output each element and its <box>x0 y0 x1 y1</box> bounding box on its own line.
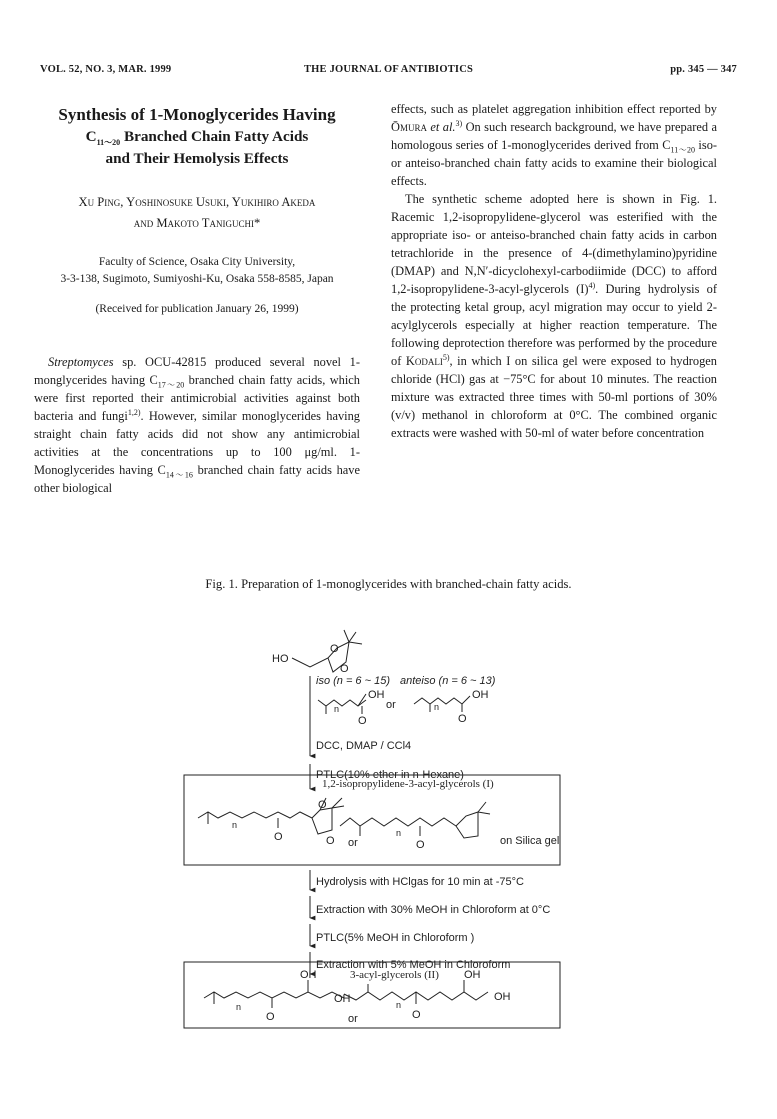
compound-I-anteiso <box>340 802 490 838</box>
received-date: (Received for publication January 26, 1999) <box>95 303 299 315</box>
genus-name: Streptomyces <box>48 355 114 369</box>
box1-n-1: n <box>232 820 238 830</box>
compound-II-iso <box>204 980 344 1008</box>
abstract-text-3: . However, similar monoglycerides having straight chain fatty acids did not show any antimicrobial activities at the concentrations up to 100 μg/ml. 1-Monoglycerides having C <box>34 409 360 477</box>
box1-o-2: O <box>274 831 283 843</box>
box2-n-2: n <box>396 1000 402 1010</box>
affiliation-line1: Faculty of Science, Osaka City University, <box>98 256 296 268</box>
left-column <box>34 104 360 497</box>
title-line2-text: Branched Chain Fatty Acids <box>120 128 309 145</box>
journal-volume: VOL. 52, NO. 3, MAR. 1999 <box>40 64 172 75</box>
box2-oh-3: OH <box>464 969 481 981</box>
box1-o-3: O <box>326 835 335 847</box>
anteiso-oh: OH <box>472 689 489 701</box>
box2-o-2: O <box>412 1009 421 1021</box>
o-label-1: O <box>330 643 339 655</box>
or-label-2: or <box>348 837 358 849</box>
right-column <box>391 100 717 442</box>
iso-acid-chain <box>318 694 366 714</box>
et-al: et al. <box>426 120 456 134</box>
journal-name: THE JOURNAL OF ANTIBIOTICS <box>303 64 474 75</box>
on-silica-label: on Silica gel <box>500 835 560 847</box>
abstract-sub-1: 17～20 <box>157 380 185 390</box>
box1-title: 1,2-isopropylidene-3-acyl-glycerols (I) <box>322 778 494 790</box>
authors-line2: and Makoto Taniguchi* <box>133 216 261 230</box>
author-kodali: Kodali <box>405 354 443 368</box>
step-hydrolysis: Hydrolysis with HClgas for 10 min at -75°C <box>316 876 524 888</box>
page-range: pp. 345 — 347 <box>670 64 737 75</box>
iso-o: O <box>358 715 367 727</box>
step-dcc-dmap: DCC, DMAP / CCl4 <box>316 740 412 752</box>
abstract-sub-2: 14～16 <box>165 470 193 480</box>
compound-II-anteiso <box>344 980 488 1004</box>
ref-3: 3) <box>455 118 463 128</box>
box2-oh-4: OH <box>494 991 511 1003</box>
anteiso-acid-chain <box>414 696 470 712</box>
box1-n-2: n <box>396 828 402 838</box>
abstract-paragraph <box>34 353 360 497</box>
box1-o-1: O <box>318 799 327 811</box>
body-paragraph-1 <box>391 100 717 190</box>
title-line1: Synthesis of 1-Monoglycerides Having <box>58 105 336 124</box>
body-paragraph-2 <box>391 190 717 442</box>
title-line2: $C_{11\sim 20}$ Branched Chain Fatty Acids <box>85 128 309 148</box>
figure-caption: Fig. 1. Preparation of 1-monoglycerides with branched-chain fatty acids. <box>205 577 572 591</box>
anteiso-o: O <box>458 713 467 725</box>
ref-5: 5) <box>442 352 450 362</box>
step-ptlc-ether: PTLC(10% ether in n-Hexane) <box>316 769 464 781</box>
body-text-2a: The synthetic scheme adopted here is shown in Fig. 1. Racemic 1,2-isopropylidene-glycerol was esterified with the appropriate iso- or anteiso-branched chain fatty acids in carbon tetrachloride in the presence of 4-(dimethylamino)pyridine (DMAP) and N,N′-dicyclohexyl-carbodiimide (DCC) to afford 1,2-isopropylidene-3-acyl-glycerols (I) <box>391 192 717 296</box>
or-label-3: or <box>348 1013 358 1025</box>
body-text-1b: On such research background, we have prepared a homologous series of 1-monoglycerides derived from C <box>391 120 718 152</box>
affiliation-line2: 3-3-138, Sugimoto, Sumiyoshi-Ku, Osaka 558-8585, Japan <box>60 273 334 285</box>
iso-oh: OH <box>368 689 385 701</box>
title-subscript: 11～20 <box>96 138 121 148</box>
body-text-1c: iso- or anteiso-branched chain fatty acids to examine their biological effects. <box>391 138 718 188</box>
box1-o-4: O <box>416 839 425 851</box>
box2-title: 3-acyl-glycerols (II) <box>350 969 439 981</box>
affiliation <box>34 254 360 288</box>
box2-n-1: n <box>236 1002 242 1012</box>
title-line3: and Their Hemolysis Effects <box>105 150 289 167</box>
author-omura: Ōmura <box>391 120 427 134</box>
step-extraction-5: Extraction with 5% MeOH in Chloroform <box>316 959 511 971</box>
anteiso-label: anteiso (n = 6 ~ 13) <box>400 675 496 687</box>
isopropylidene-methyls <box>344 630 362 644</box>
abstract-text-2: branched chain fatty acids, which were first reported their antimicrobial activities against both bacteria and fungi <box>34 373 360 423</box>
body-sub-3: 11～20 <box>670 145 695 155</box>
o-label-2: O <box>340 663 349 675</box>
ref-4: 4) <box>588 280 596 290</box>
body-text-1a: effects, such as platelet aggregation inhibition effect reported by <box>391 102 717 116</box>
abstract-ref-1: 1,2) <box>127 407 141 417</box>
authors <box>34 192 360 234</box>
abstract-text-1: sp. OCU-42815 produced several novel 1-monglycerides having C <box>34 355 360 387</box>
box2-oh-1: OH <box>300 969 317 981</box>
iso-label: iso (n = 6 ~ 15) <box>316 675 390 687</box>
iso-n: n <box>334 704 340 714</box>
or-label-1: or <box>386 699 396 711</box>
ho-label: HO <box>272 653 289 665</box>
step-extraction-30: Extraction with 30% MeOH in Chloroform at 0°C <box>316 904 551 916</box>
abstract-text-4: branched chain fatty acids have other biological <box>34 463 360 495</box>
box2-o-1: O <box>266 1011 275 1023</box>
body-text-2c: , in which I on silica gel were exposed to hydrogen chloride (HCl) gas at −75°C for about 10 minutes. The reaction mixture was extracted three times with 50-ml portions of 30% (v/v) methanol in chloroform at 0°C. The combined organic extracts were washed with 50-ml of water before concentration <box>391 354 717 440</box>
step-ptlc-meoh: PTLC(5% MeOH in Chloroform ) <box>316 932 475 944</box>
box2-oh-2: OH <box>334 993 351 1005</box>
authors-line1: Xu Ping, Yoshinosuke Usuki, Yukihiro Akeda <box>78 195 316 209</box>
anteiso-n: n <box>434 702 440 712</box>
synthesis-scheme <box>0 600 777 1060</box>
body-text-2b: . During hydrolysis of the protecting ketal group, acyl migration may occur to yield 2-acylglycerols especially at higher reaction temperature. The following deprotection therefore was performed by the procedure of <box>391 282 717 368</box>
